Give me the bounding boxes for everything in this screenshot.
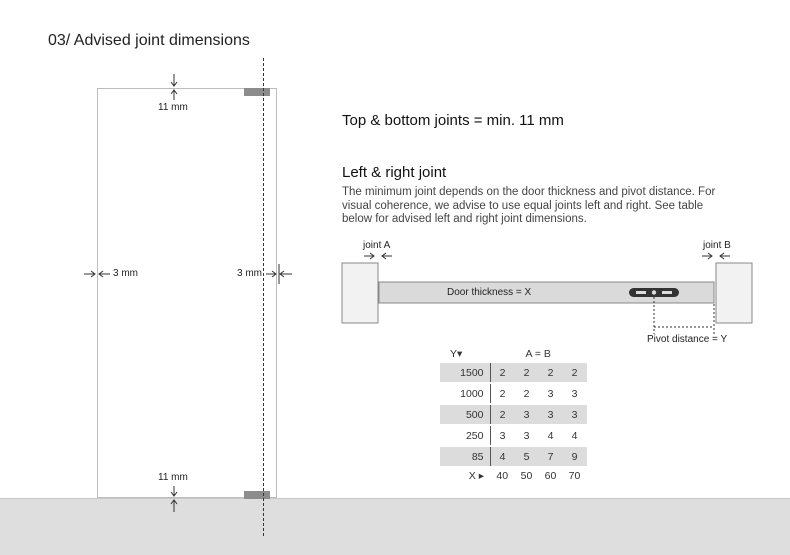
cell: 9 bbox=[563, 447, 587, 466]
cell: 2 bbox=[539, 363, 563, 382]
table-row bbox=[440, 384, 587, 403]
right-joint-label: 3 mm bbox=[237, 268, 262, 279]
cell: 4 bbox=[571, 429, 578, 442]
y-header: Y▾ bbox=[450, 347, 463, 360]
table-row bbox=[440, 426, 587, 445]
row-y: 1500 bbox=[440, 363, 490, 382]
bottom-joint-label: 11 mm bbox=[158, 472, 188, 483]
joint-a-label: joint A bbox=[363, 240, 391, 251]
x-value: 50 bbox=[520, 469, 533, 482]
cell: 7 bbox=[539, 447, 563, 466]
cell: 4 bbox=[490, 447, 515, 466]
table-x-row bbox=[440, 466, 587, 485]
cell: 3 bbox=[563, 405, 587, 424]
left-joint-label: 3 mm bbox=[113, 268, 138, 279]
cell: 3 bbox=[547, 387, 554, 400]
table-row bbox=[440, 447, 587, 466]
joint-b-label: joint B bbox=[703, 240, 731, 251]
joint-table bbox=[440, 344, 587, 485]
row-y: 85 bbox=[440, 447, 490, 466]
page-title: 03/ Advised joint dimensions bbox=[48, 32, 250, 49]
row-y: 250 bbox=[465, 429, 484, 442]
x-value: 40 bbox=[496, 469, 509, 482]
cell: 3 bbox=[490, 426, 515, 445]
row-y: 1000 bbox=[460, 387, 484, 400]
door-thickness-label: Door thickness = X bbox=[447, 287, 532, 298]
row-y: 500 bbox=[440, 405, 490, 424]
cell: 2 bbox=[523, 387, 530, 400]
table-row bbox=[440, 363, 587, 382]
ab-header: A = B bbox=[525, 347, 551, 360]
top-bottom-heading: Top & bottom joints = min. 11 mm bbox=[342, 112, 564, 129]
cell: 2 bbox=[563, 363, 587, 382]
cell: 3 bbox=[515, 405, 539, 424]
x-value: 60 bbox=[544, 469, 557, 482]
cell: 3 bbox=[523, 429, 530, 442]
top-joint-label: 11 mm bbox=[158, 102, 188, 113]
x-value: 70 bbox=[568, 469, 581, 482]
cell: 2 bbox=[490, 384, 515, 403]
left-right-description: The minimum joint depends on the door thickness and pivot distance. For visual coherence, we advise to use equal joints left and right. See table below for advised left and right joint dimensions. bbox=[342, 186, 716, 225]
cell: 4 bbox=[547, 429, 554, 442]
cell: 2 bbox=[490, 405, 515, 424]
x-label: X ▸ bbox=[468, 469, 484, 482]
cell: 2 bbox=[515, 363, 539, 382]
cell: 3 bbox=[539, 405, 563, 424]
table-row bbox=[440, 405, 587, 424]
left-right-heading: Left & right joint bbox=[342, 164, 447, 181]
table-header-row bbox=[440, 344, 587, 363]
cell: 5 bbox=[515, 447, 539, 466]
cell: 3 bbox=[571, 387, 578, 400]
pivot-distance-label: Pivot distance = Y bbox=[647, 334, 728, 345]
cell: 2 bbox=[490, 363, 515, 382]
